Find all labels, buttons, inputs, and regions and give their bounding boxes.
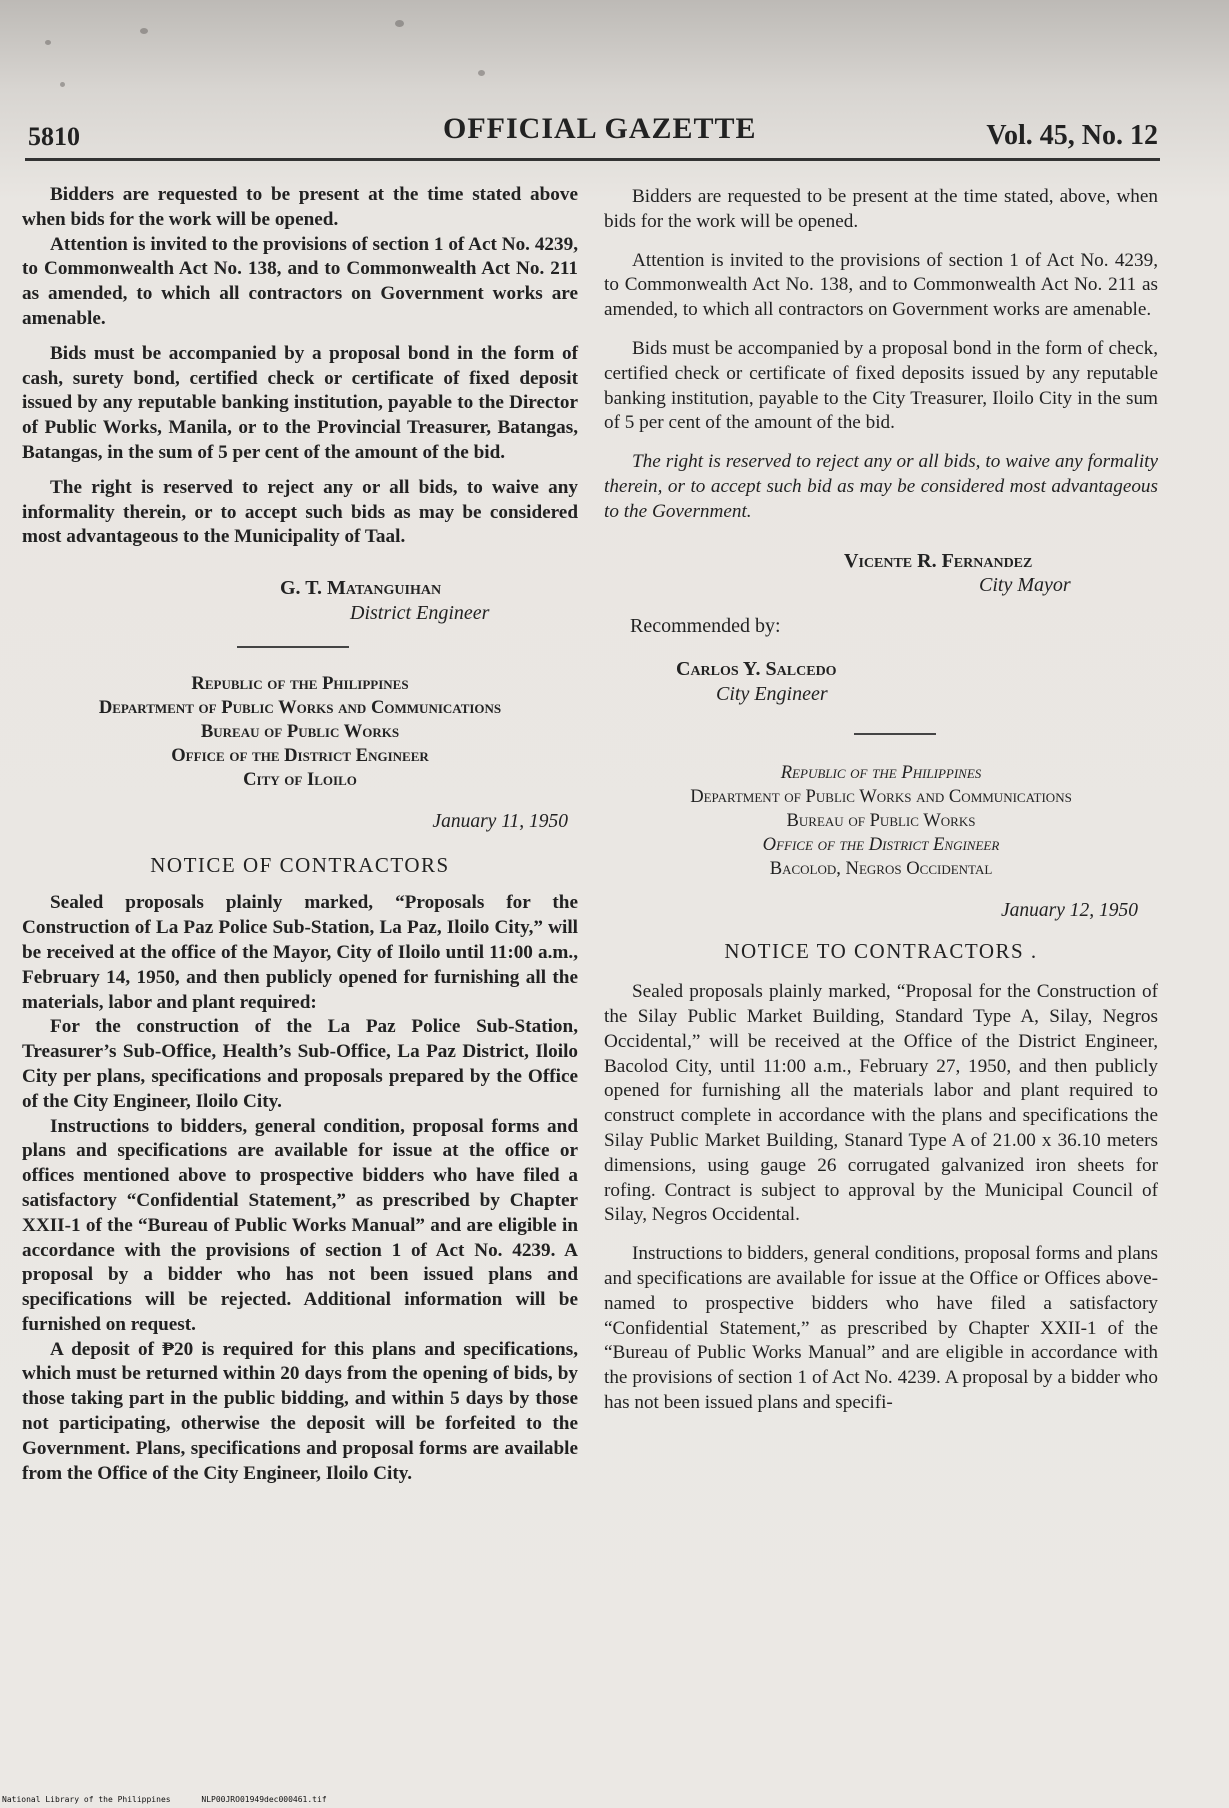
paragraph: Instructions to bidders, general condition, proposal forms and plans and specifications are available for issue at the office or offices mentioned above to prospective bidders who have filed a satisfactory “Confidential Statement,” as prescribed by Chapter XXII-1 of the “Bureau of Public Works Manual” and are eligible in accordance with the provisions of section 1 of Act No. 4239. A proposal by a bidder who has not been issued plans and specifications will be rejected. Additional information will be furnished on request. bbox=[22, 1115, 578, 1335]
notice-date: January 12, 1950 bbox=[1000, 899, 1138, 921]
agency-line: Republic of the Philippines bbox=[780, 761, 982, 783]
paragraph: Bidders are requested to be present at the time stated, above, when bids for the work will be opened. bbox=[604, 186, 1158, 232]
paragraph: The right is reserved to reject any or all bids, to waive any informality therein, or to accept such bids as may be considered most advantageous to the Municipality of Taal. bbox=[22, 476, 578, 548]
section-divider bbox=[237, 646, 349, 648]
signer-name: Vicente R. Fernandez bbox=[844, 549, 1033, 572]
paragraph: Attention is invited to the provisions of section 1 of Act No. 4239, to Commonwealth Act No. 138, and to Commonwealth Act No. 211 as amended, to which all contractors on Government works are amenable. bbox=[22, 233, 578, 329]
paper-speck bbox=[45, 40, 51, 45]
agency-heading bbox=[22, 672, 578, 792]
left-notice-tail bbox=[22, 183, 578, 550]
library-credit: National Library of the Philippines bbox=[2, 1795, 171, 1804]
section-divider bbox=[854, 733, 936, 735]
volume-number: Vol. 45, No. 12 bbox=[986, 120, 1158, 151]
paragraph: For the construction of the La Paz Police Sub-Station, Treasurer’s Sub-Office, Health’s Sub-Office, La Paz District, Iloilo City per plans, specifications and proposals prepared by the Office of the City Engineer, Iloilo City. bbox=[22, 1016, 578, 1112]
agency-line: Department of Public Works and Communications bbox=[98, 696, 502, 718]
publication-title: OFFICIAL GAZETTE bbox=[443, 112, 757, 145]
paper-speck bbox=[478, 70, 485, 76]
paragraph: A deposit of ₱20 is required for this plans and specifications, which must be returned within 20 days from the opening of bids, by those taking part in the public bidding, and within 5 days by those not participating, otherwise the deposit will be forfeited to the Government. Plans, specifications and proposal forms are available from the Office of the City Engineer, Iloilo City. bbox=[22, 1338, 578, 1484]
notice-date: January 11, 1950 bbox=[432, 810, 568, 832]
paragraph: Sealed proposals plainly marked, “Proposal for the Construction of the Silay Public Market Building, Standard Type A, Silay, Negros Occidental,” will be received at the Office of the District Engineer, Bacolod City, until 11:00 a.m., February 27, 1950, and then publicly opened for furnishing all the materials labor and plant required to construct complete in accordance with the plans and specifications the Silay Public Market Building, Stanard Type A of 21.00 x 36.10 meters dimensions, using gauge 26 corrugated galvanized iron sheets for rofing. Contract is subject to approval by the Municipal Council of Silay, Negros Occidental. bbox=[604, 981, 1158, 1226]
recommended-label: Recommended by: bbox=[630, 615, 781, 638]
paragraph: Instructions to bidders, general conditions, proposal forms and plans and specifications are available for issue at the Office or Offices above-named to prospective bidders who have filed a satisfactory “Confidential Statement,” as prescribed by Chapter XXII-1 of the “Bureau of Public Works Manual” and are eligible in accordance with the provisions of section 1 of Act No. 4239. A proposal by a bidder who has not been issued plans and specifi- bbox=[604, 1243, 1158, 1413]
notice-title: NOTICE TO CONTRACTORS . bbox=[724, 939, 1038, 964]
signer-title: District Engineer bbox=[350, 601, 490, 624]
agency-line: Office of the District Engineer bbox=[171, 744, 429, 766]
scan-footer bbox=[2, 1795, 353, 1804]
right-column bbox=[604, 185, 1158, 1416]
recommender-block bbox=[676, 657, 1158, 707]
left-notice-body bbox=[22, 891, 578, 1486]
agency-line: Office of the District Engineer bbox=[762, 833, 1000, 855]
page-number: 5810 bbox=[28, 122, 80, 151]
paragraph: Bidders are requested to be present at the time stated above when bids for the work will be opened. bbox=[22, 184, 578, 230]
agency-line: Bureau of Public Works bbox=[200, 720, 400, 742]
header-rule bbox=[25, 158, 1160, 161]
notice-title: NOTICE OF CONTRACTORS bbox=[150, 852, 450, 877]
agency-line: Republic of the Philippines bbox=[191, 672, 409, 694]
left-column bbox=[22, 183, 578, 1486]
file-name: NLP00JRO01949dec000461.tif bbox=[201, 1795, 327, 1804]
paragraph: Bids must be accompanied by a proposal bond in the form of cash, surety bond, certified check or certificate of fixed deposit issued by any reputable banking institution, payable to the Director of Public Works, Manila, or to the Provincial Treasurer, Batangas, Batangas, in the sum of 5 per cent of the amount of the bid. bbox=[22, 342, 578, 463]
agency-line: Bureau of Public Works bbox=[786, 809, 976, 831]
signature-block bbox=[844, 549, 1158, 599]
recommender-title: City Engineer bbox=[716, 682, 828, 705]
paragraph: Sealed proposals plainly marked, “Proposals for the Construction of La Paz Police Sub-Station, La Paz, Iloilo City,” will be received at the office of the Mayor, City of Iloilo until 11:00 a.m., February 14, 1950, and then publicly opened for furnishing all the materials, labor and plant required: bbox=[22, 892, 578, 1013]
agency-line: Bacolod, Negros Occidental bbox=[769, 857, 993, 879]
agency-line: City of Iloilo bbox=[243, 768, 357, 790]
paragraph: Attention is invited to the provisions of section 1 of Act No. 4239, to Commonwealth Act No. 138, and to Commonwealth Act No. 211 as amended, to which all contractors on Government works are amenable. bbox=[604, 249, 1158, 321]
signature-block bbox=[280, 576, 578, 626]
paper-speck bbox=[60, 82, 65, 87]
paragraph: The right is reserved to reject any or all bids, to waive any formality therein, or to accept such bid as may be considered most advantageous to the Government. bbox=[604, 451, 1158, 522]
page-header bbox=[28, 112, 1158, 152]
signer-name: G. T. Matanguihan bbox=[280, 577, 442, 600]
signer-title: City Mayor bbox=[979, 574, 1071, 597]
recommender-name: Carlos Y. Salcedo bbox=[676, 657, 837, 680]
paper-speck bbox=[395, 20, 404, 27]
agency-heading bbox=[604, 761, 1158, 881]
paragraph: Bids must be accompanied by a proposal bond in the form of check, certified check or certificate of fixed deposits issued by any reputable banking institution, payable to the City Treasurer, Iloilo City in the sum of 5 per cent of the amount of the bid. bbox=[604, 337, 1158, 434]
paper-speck bbox=[140, 28, 148, 34]
agency-line: Department of Public Works and Communications bbox=[690, 785, 1072, 807]
